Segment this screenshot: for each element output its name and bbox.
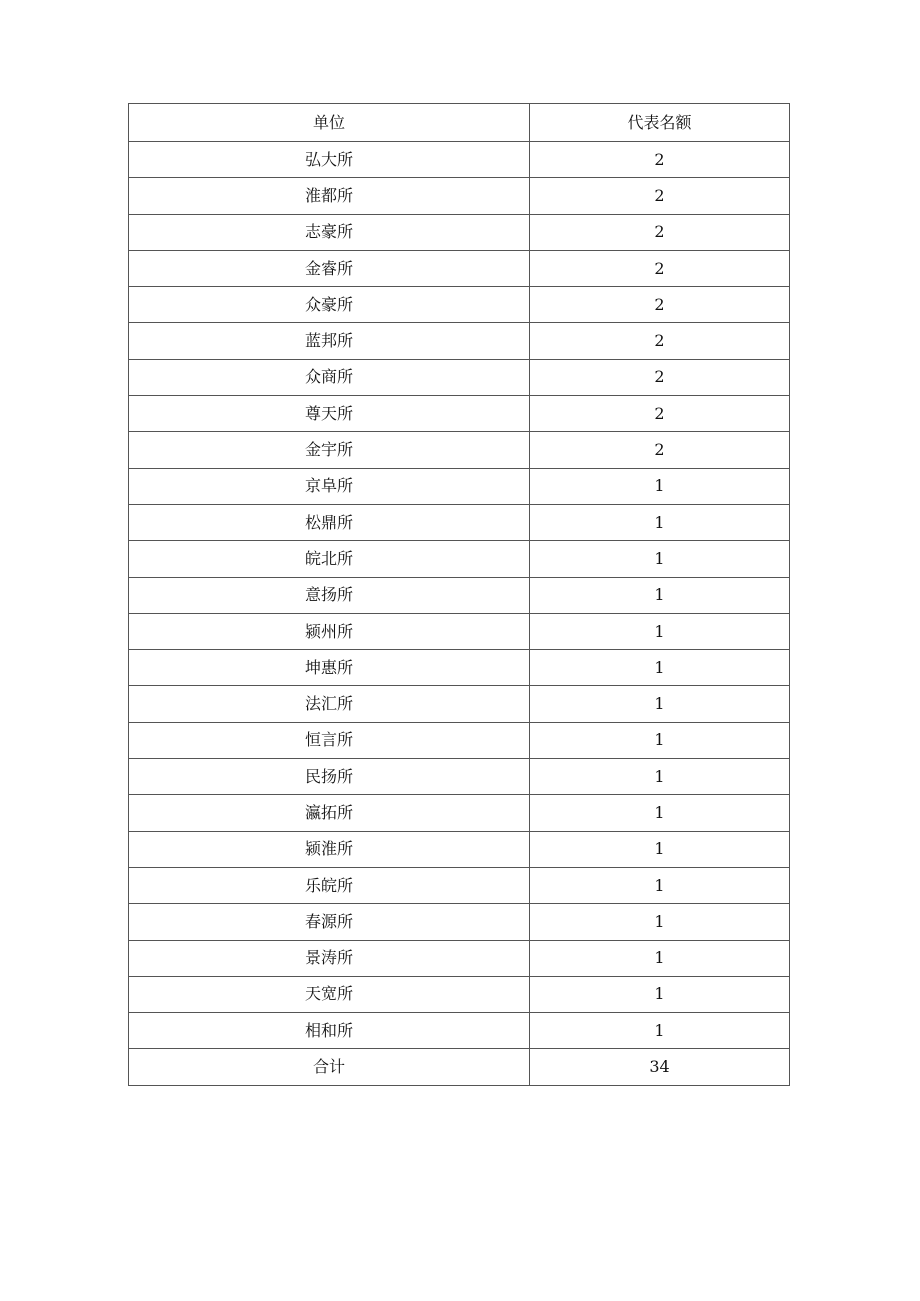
unit-cell: 恒言所 bbox=[129, 722, 530, 758]
count-cell: 1 bbox=[530, 867, 790, 903]
unit-cell: 蓝邦所 bbox=[129, 323, 530, 359]
unit-cell: 松鼎所 bbox=[129, 504, 530, 540]
table-row bbox=[129, 795, 790, 831]
count-cell: 2 bbox=[530, 142, 790, 178]
unit-cell: 众商所 bbox=[129, 359, 530, 395]
count-cell: 2 bbox=[530, 359, 790, 395]
unit-cell: 颍淮所 bbox=[129, 831, 530, 867]
count-cell: 1 bbox=[530, 541, 790, 577]
table-row bbox=[129, 541, 790, 577]
count-cell: 1 bbox=[530, 831, 790, 867]
count-cell: 2 bbox=[530, 287, 790, 323]
count-cell: 1 bbox=[530, 1013, 790, 1049]
unit-cell: 法汇所 bbox=[129, 686, 530, 722]
table-row bbox=[129, 904, 790, 940]
table-row bbox=[129, 250, 790, 286]
unit-cell: 皖北所 bbox=[129, 541, 530, 577]
table-row bbox=[129, 722, 790, 758]
table-row bbox=[129, 759, 790, 795]
unit-cell: 金宇所 bbox=[129, 432, 530, 468]
unit-cell: 瀛拓所 bbox=[129, 795, 530, 831]
table-body bbox=[129, 142, 790, 1049]
count-cell: 1 bbox=[530, 686, 790, 722]
count-cell: 2 bbox=[530, 323, 790, 359]
unit-cell: 相和所 bbox=[129, 1013, 530, 1049]
total-count: 34 bbox=[530, 1049, 790, 1085]
total-row bbox=[129, 1049, 790, 1085]
table-footer bbox=[129, 1049, 790, 1085]
table-header bbox=[129, 104, 790, 142]
table-row bbox=[129, 468, 790, 504]
count-cell: 2 bbox=[530, 178, 790, 214]
count-cell: 1 bbox=[530, 722, 790, 758]
table-row bbox=[129, 577, 790, 613]
count-cell: 1 bbox=[530, 577, 790, 613]
count-cell: 2 bbox=[530, 432, 790, 468]
unit-cell: 志豪所 bbox=[129, 214, 530, 250]
count-cell: 1 bbox=[530, 976, 790, 1012]
count-cell: 1 bbox=[530, 504, 790, 540]
table-row bbox=[129, 504, 790, 540]
header-unit: 单位 bbox=[129, 104, 530, 142]
table-row bbox=[129, 178, 790, 214]
count-cell: 2 bbox=[530, 396, 790, 432]
count-cell: 1 bbox=[530, 650, 790, 686]
table-row bbox=[129, 323, 790, 359]
table-row bbox=[129, 686, 790, 722]
table-row bbox=[129, 940, 790, 976]
unit-cell: 坤惠所 bbox=[129, 650, 530, 686]
table-row bbox=[129, 1013, 790, 1049]
unit-cell: 意扬所 bbox=[129, 577, 530, 613]
unit-cell: 乐皖所 bbox=[129, 867, 530, 903]
unit-cell: 春源所 bbox=[129, 904, 530, 940]
unit-cell: 尊天所 bbox=[129, 396, 530, 432]
unit-cell: 京阜所 bbox=[129, 468, 530, 504]
count-cell: 1 bbox=[530, 795, 790, 831]
total-label: 合计 bbox=[129, 1049, 530, 1085]
unit-cell: 金睿所 bbox=[129, 250, 530, 286]
table-row bbox=[129, 613, 790, 649]
table-row bbox=[129, 287, 790, 323]
unit-cell: 颍州所 bbox=[129, 613, 530, 649]
header-count: 代表名额 bbox=[530, 104, 790, 142]
table-row bbox=[129, 976, 790, 1012]
unit-cell: 景涛所 bbox=[129, 940, 530, 976]
quota-table bbox=[128, 103, 790, 1086]
table-row bbox=[129, 396, 790, 432]
count-cell: 2 bbox=[530, 214, 790, 250]
count-cell: 1 bbox=[530, 613, 790, 649]
count-cell: 1 bbox=[530, 940, 790, 976]
count-cell: 1 bbox=[530, 468, 790, 504]
table-row bbox=[129, 359, 790, 395]
table-row bbox=[129, 142, 790, 178]
table-row bbox=[129, 214, 790, 250]
count-cell: 1 bbox=[530, 759, 790, 795]
unit-cell: 民扬所 bbox=[129, 759, 530, 795]
table-row bbox=[129, 867, 790, 903]
header-row bbox=[129, 104, 790, 142]
count-cell: 1 bbox=[530, 904, 790, 940]
table-row bbox=[129, 831, 790, 867]
count-cell: 2 bbox=[530, 250, 790, 286]
unit-cell: 天宽所 bbox=[129, 976, 530, 1012]
table-row bbox=[129, 650, 790, 686]
unit-cell: 淮都所 bbox=[129, 178, 530, 214]
table-row bbox=[129, 432, 790, 468]
unit-cell: 弘大所 bbox=[129, 142, 530, 178]
unit-cell: 众豪所 bbox=[129, 287, 530, 323]
